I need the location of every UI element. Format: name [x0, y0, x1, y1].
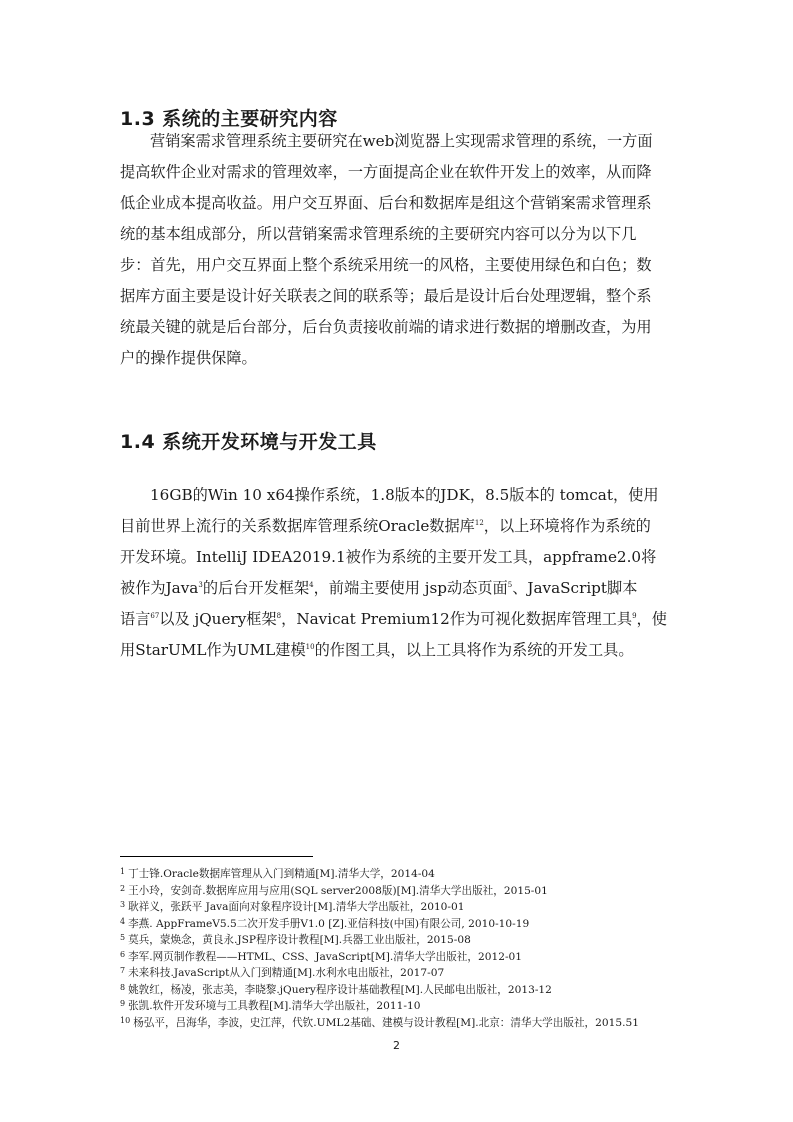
- text-run: 语言: [120, 610, 151, 628]
- footnote-text: 丁士锋.Oracle数据库管理从入门到精通[M].清华大学，2014-04: [128, 868, 435, 880]
- footnote-number: 3: [120, 900, 126, 909]
- footnote-ref[interactable]: 8: [276, 612, 282, 620]
- text-run: 目前世界上流行的关系数据库管理系统Oracle数据库: [120, 517, 475, 535]
- paragraph-line: [120, 573, 676, 604]
- footnote-number: 6: [120, 949, 126, 959]
- footnote-number: 1: [120, 867, 126, 876]
- footnote-text: 未来科技.JavaScript从入门到精通[M].水利水电出版社，2017-07: [128, 967, 445, 979]
- paragraph-line: 步：首先，用户交互界面上整个系统采用统一的风格，主要使用绿色和白色；数: [120, 256, 652, 274]
- paragraph-line: 低企业成本提高收益。用户交互界面、后台和数据库是组这个营销案需求管理系: [120, 194, 652, 212]
- paragraph-line: 营销案需求管理系统主要研究在web浏览器上实现需求管理的系统，一方面: [150, 132, 653, 150]
- footnote-number: 5: [120, 933, 126, 942]
- footnote-text: 张凯.软件开发环境与工具教程[M].清华大学出版社，2011-10: [128, 1000, 421, 1012]
- text-run: ，以上环境将作为系统的: [483, 517, 651, 535]
- footnote-ref[interactable]: 5: [507, 581, 513, 589]
- footnote-item: [120, 881, 680, 898]
- footnote-number: 4: [120, 916, 126, 926]
- footnote-item: [120, 864, 680, 881]
- footnote-item: [120, 897, 680, 914]
- footnote-number: 9: [120, 999, 126, 1008]
- page-number: 2: [393, 1039, 400, 1052]
- paragraph-dev-environment: [120, 480, 676, 666]
- footnote-ref[interactable]: 67: [150, 612, 160, 620]
- text-run: 的作图工具，以上工具将作为系统的开发工具。: [314, 641, 634, 659]
- text-run: 用StarUML作为UML建模: [120, 641, 306, 659]
- text-run: 、JavaScript脚本: [512, 579, 638, 597]
- paragraph-line: 统最关键的就是后台部分，后台负责接收前端的请求进行数据的增删改查，为用: [120, 318, 652, 336]
- footnote-item: [120, 1013, 680, 1030]
- footnote-ref[interactable]: 12: [474, 519, 484, 527]
- footnote-ref[interactable]: 4: [309, 581, 314, 589]
- footnote-text: 莫兵，蒙焕念，黄良永.JSP程序设计教程[M].兵器工业出版社，2015-08: [128, 934, 471, 946]
- text-run: ，Navicat Premium12作为可视化数据库管理工具: [281, 610, 633, 628]
- footnote-text: 姚敦红，杨凌，张志美，李晓黎.jQuery程序设计基础教程[M].人民邮电出版社，2013-12: [128, 983, 552, 996]
- footnote-number: 10: [120, 1015, 131, 1025]
- paragraph-line: 16GB的Win 10 x64操作系统，1.8版本的JDK，8.5版本的 tomcat，使用: [150, 486, 659, 504]
- footnote-ref[interactable]: 3: [198, 581, 203, 589]
- section-heading-1-4: 1.4 系统开发环境与开发工具: [120, 431, 377, 453]
- footnote-number: 8: [120, 982, 126, 992]
- footnote-ref[interactable]: 9: [632, 612, 637, 620]
- paragraph-research-content: [120, 126, 676, 374]
- paragraph-line: [120, 604, 676, 635]
- footnote-text: 耿祥义，张跃平 Java面向对象程序设计[M].清华大学出版社，2010-01: [128, 901, 465, 913]
- footnote-number: 2: [120, 883, 126, 893]
- footnote-item: [120, 930, 680, 947]
- section-heading-1-3: 1.3 系统的主要研究内容: [120, 108, 338, 130]
- footnote-separator: [120, 856, 313, 857]
- footnote-text: 李燕. AppFrameV5.5二次开发手册V1.0 [Z].亚信科技(中国)有限公司, 2010-10-19: [128, 917, 530, 930]
- text-run: ，前端主要使用 jsp动态页面: [313, 579, 508, 597]
- paragraph-line: 统的基本组成部分，所以营销案需求管理系统的主要研究内容可以分为以下几: [120, 225, 637, 243]
- paragraph-line: 提高软件企业对需求的管理效率，一方面提高企业在软件开发上的效率，从而降: [120, 163, 652, 181]
- paragraph-line: 开发环境。IntelliJ IDEA2019.1被作为系统的主要开发工具，appframe2.0将: [120, 548, 657, 566]
- footnote-text: 王小玲，安剑奇.数据库应用与应用(SQL server2008版)[M].清华大学出版社，2015-01: [128, 884, 548, 897]
- text-run: 的后台开发框架: [202, 579, 310, 597]
- paragraph-line: 据库方面主要是设计好关联表之间的联系等；最后是设计后台处理逻辑，整个系: [120, 287, 652, 305]
- footnote-text: 杨弘平，吕海华，李波，史江萍，代钦.UML2基础、建模与设计教程[M].北京：清华大学出版社，2015.51: [133, 1016, 639, 1029]
- footnote-item: [120, 947, 680, 964]
- footnote-ref[interactable]: 10: [305, 643, 315, 651]
- footnote-item: [120, 914, 680, 931]
- footnote-text: 李军.网页制作教程——HTML、CSS、JavaScript[M].清华大学出版社，2012-01: [128, 950, 523, 963]
- footnote-item: [120, 980, 680, 997]
- text-run: 以及 jQuery框架: [159, 610, 277, 628]
- text-run: ，使: [636, 610, 667, 628]
- paragraph-line: [120, 635, 676, 666]
- text-run: 被作为Java: [120, 579, 199, 597]
- footnotes-list: [120, 864, 680, 1029]
- footnote-item: [120, 963, 680, 980]
- paragraph-line: [120, 511, 676, 542]
- footnote-number: 7: [120, 966, 126, 975]
- paragraph-line: 户的操作提供保障。: [120, 349, 257, 367]
- footnote-item: [120, 996, 680, 1013]
